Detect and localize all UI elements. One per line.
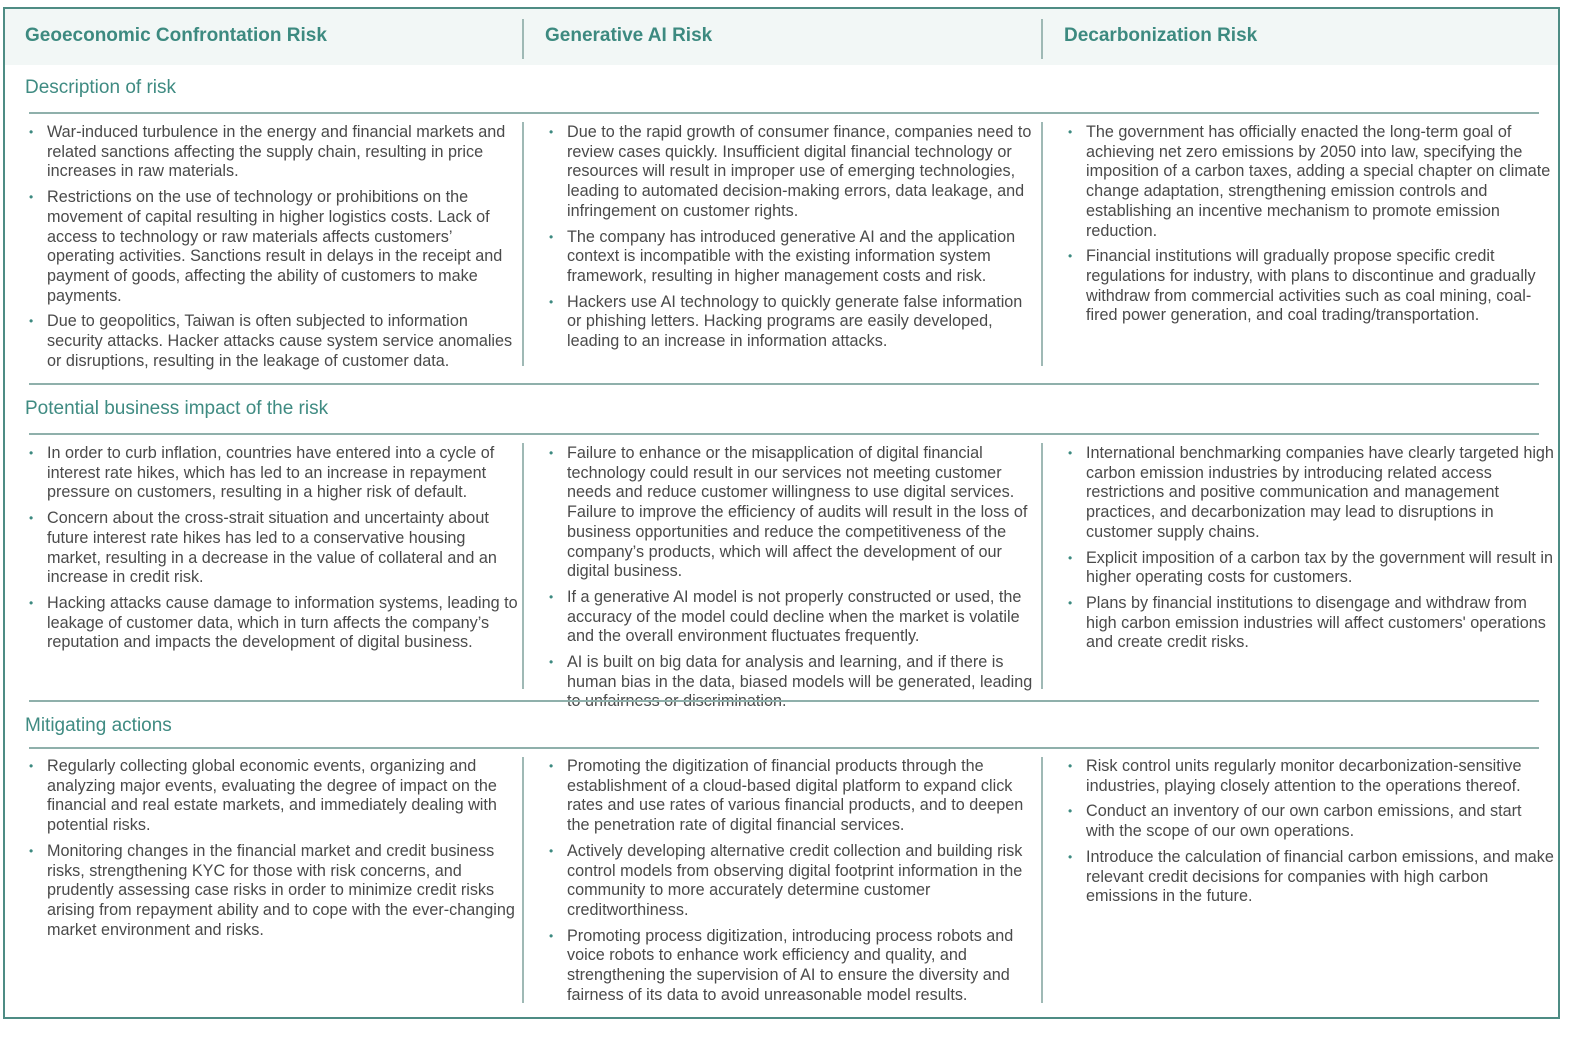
bullet-icon: •	[1068, 759, 1073, 773]
list-item	[1064, 123, 1554, 241]
list-item	[1064, 444, 1554, 543]
list-item-text: Promoting the digitization of financial products through the establishment of a cloud-based digital platform to expand click rates and use rates of various financial products, and to deepen the penetration rate of digital financial services.	[567, 757, 1024, 835]
list-item-text: Monitoring changes in the financial market and credit business risks, strengthening KYC for those with risk concerns, and prudently assessing case risks in order to minimize credit risks arising from repayment ability and to cope with the ever-changing market environment and risks.	[47, 841, 515, 939]
list-item	[1064, 802, 1554, 841]
list-item-text: Regularly collecting global economic events, organizing and analyzing major events, evaluating the degree of impact on the financial and real estate markets, and immediately dealing with potential risks.	[47, 757, 497, 835]
list-item-text: Conduct an inventory of our own carbon emissions, and start with the scope of our own operations.	[1086, 802, 1522, 841]
list-item	[25, 444, 520, 503]
list-item	[1064, 549, 1554, 588]
list-item	[25, 842, 520, 941]
list-item	[1064, 848, 1554, 907]
list-item	[545, 842, 1035, 921]
list-item	[25, 123, 520, 182]
list-item	[25, 312, 520, 371]
list-item	[545, 653, 1035, 712]
list-item	[545, 123, 1035, 222]
section-divider	[29, 433, 1539, 435]
column-divider	[522, 19, 524, 59]
bullet-icon: •	[29, 759, 34, 773]
list-item-text: Failure to enhance or the misapplication of digital financial technology could result in our services not meeting customer needs and reduce customer willingness to use digital services. Failure to improve the efficiency of audits will result in the loss of business opportunities and reduce the competitiveness of the company’s products, which will affect the development of our digital business.	[567, 444, 1028, 581]
list-item-text: If a generative AI model is not properly constructed or used, the accuracy of the model could decline when the market is volatile and the overall environment fluctuates frequently.	[567, 587, 1022, 646]
column-divider	[1041, 443, 1043, 689]
bullet-icon: •	[1068, 125, 1073, 139]
bullet-icon: •	[549, 446, 554, 460]
list-item-text: Restrictions on the use of technology or prohibitions on the movement of capital resulting in higher logistics costs. Lack of access to technology or raw materials affects customers’ operating activities. Sanctions result in delays in the receipt and payment of goods, affecting the ability of customers to make payments.	[47, 188, 503, 305]
list-item-text: Financial institutions will gradually propose specific credit regulations for industry, with plans to discontinue and gradually withdraw from commercial activities such as coal mining, coal-fired power generation, and coal trading/transportation.	[1086, 247, 1536, 325]
bullet-icon: •	[1068, 804, 1073, 819]
bullet-icon: •	[29, 511, 34, 526]
list-item-text: AI is built on big data for analysis and learning, and if there is human bias in the data, biased models will be generated, leading	[567, 653, 1033, 691]
risk-table	[3, 7, 1560, 1019]
list-item-text: Hackers use AI technology to quickly generate false information or phishing letters. Hacking programs are easily developed, leading to an increase in information attacks.	[567, 292, 1023, 351]
list-item-text: Actively developing alternative credit collection and building risk control models from observing digital footprint information in the community to more accurately determine customer creditworthiness.	[567, 841, 1023, 919]
column-divider	[522, 757, 524, 1003]
list-item	[25, 509, 520, 588]
list-item-text: Risk control units regularly monitor decarbonization-sensitive industries, playing closely attention to the operations thereof.	[1086, 757, 1522, 795]
bullet-icon: •	[549, 928, 554, 943]
column-header-generative-ai: Generative AI Risk	[545, 25, 713, 46]
cell-mitigation-geoeconomic	[25, 757, 520, 946]
bullet-icon: •	[549, 589, 554, 604]
cell-impact-generative-ai	[545, 444, 1035, 718]
list-item-text: Plans by financial institutions to disengage and withdraw from high carbon emission industries will affect customers' operations and create credit risks.	[1086, 593, 1546, 652]
bullet-icon: •	[29, 843, 34, 858]
section-title-mitigating-actions: Mitigating actions	[25, 715, 172, 736]
column-divider	[522, 443, 524, 689]
column-header-geoeconomic: Geoeconomic Confrontation Risk	[25, 25, 327, 46]
cell-description-decarbonization	[1064, 123, 1554, 332]
cell-mitigation-decarbonization	[1064, 757, 1554, 913]
list-item	[545, 228, 1035, 287]
section-divider	[29, 112, 1539, 114]
cell-mitigation-generative-ai	[545, 757, 1035, 1011]
column-divider	[522, 122, 524, 366]
list-item-text: In order to curb inflation, countries have entered into a cycle of interest rate hikes, which has led to an increase in repayment pressure on customers, resulting in a higher risk of default.	[47, 444, 495, 502]
list-item-text: Promoting process digitization, introducing process robots and voice robots to enhance work efficiency and quality, and strengthening the supervision of AI to ensure the diversity and fairness of its data to avoid unreasonable model results.	[567, 926, 1014, 1004]
list-item-text: Hacking attacks cause damage to information systems, leading to leakage of customer data, which in turn affects the company’s reputation and impacts the development of digital business.	[47, 593, 518, 652]
list-item	[545, 293, 1035, 352]
list-item-text: Explicit imposition of a carbon tax by the government will result in higher operating costs for customers.	[1086, 548, 1553, 587]
list-item-text: The government has officially enacted the long-term goal of achieving net zero emissions by 2050 into law, specifying the imposition of a carbon taxes, adding a special chapter on climate change adaptation, strengthening emission controls and establishing an incentive mechanism to promote emission reduction.	[1086, 123, 1551, 240]
list-item-text: International benchmarking companies have clearly targeted high carbon emission industries by introducing related access restrictions and positive communication and management practices, and decarbonization may lead to disruptions in customer supply chains.	[1086, 444, 1554, 541]
bullet-icon: •	[1068, 595, 1073, 610]
list-item	[25, 188, 520, 306]
bullet-icon: •	[29, 125, 34, 139]
list-item	[1064, 594, 1554, 653]
section-divider	[29, 747, 1539, 749]
column-divider	[1041, 757, 1043, 1003]
list-item-text: Due to the rapid growth of consumer finance, companies need to review cases quickly. Insufficient digital financial technology or resources will result in improper use of emerging technologies, leading to automated decision-making errors, data leakage, and infringement on customer rights.	[567, 123, 1032, 220]
column-divider	[1041, 19, 1043, 59]
list-item	[545, 444, 1035, 582]
section-title-description: Description of risk	[25, 77, 176, 98]
table-header	[5, 9, 1558, 65]
list-item-text: War-induced turbulence in the energy and financial markets and related sanctions affecting the supply chain, resulting in price increases in raw materials.	[47, 123, 506, 181]
bullet-icon: •	[29, 190, 34, 205]
bullet-icon: •	[29, 595, 34, 610]
list-item-text: Introduce the calculation of financial carbon emissions, and make relevant credit decisions for companies with high carbon emissions in the future.	[1086, 847, 1554, 906]
bullet-icon: •	[549, 843, 554, 858]
list-item-text: Concern about the cross-strait situation and uncertainty about future interest rate hikes has led to a conservative housing market, resulting in a decrease in the value of collateral and an increase in credit risk.	[47, 509, 497, 587]
column-header-decarbonization: Decarbonization Risk	[1064, 25, 1258, 46]
section-divider	[29, 383, 1539, 385]
list-item	[545, 757, 1035, 836]
bullet-icon: •	[549, 759, 554, 773]
bullet-icon: •	[549, 294, 554, 309]
bullet-icon: •	[549, 125, 554, 139]
list-item	[1064, 247, 1554, 326]
list-item	[25, 594, 520, 653]
bullet-icon: •	[1068, 550, 1073, 565]
bullet-icon: •	[549, 229, 554, 244]
cell-impact-geoeconomic	[25, 444, 520, 659]
cell-description-geoeconomic	[25, 123, 520, 377]
list-item	[25, 757, 520, 836]
list-item	[545, 927, 1035, 1006]
list-item	[1064, 757, 1554, 796]
bullet-icon: •	[1068, 446, 1073, 460]
section-title-business-impact: Potential business impact of the risk	[25, 398, 329, 419]
list-item-text: The company has introduced generative AI and the application context is incompatible with the existing information system framework, resulting in higher management costs and risk.	[567, 227, 1016, 285]
column-divider	[1041, 122, 1043, 366]
bullet-icon: •	[29, 314, 34, 329]
cell-impact-decarbonization	[1064, 444, 1554, 659]
bullet-icon: •	[549, 655, 554, 670]
bullet-icon: •	[1068, 249, 1073, 264]
bullet-icon: •	[1068, 849, 1073, 864]
list-item	[545, 588, 1035, 647]
bullet-icon: •	[29, 446, 34, 460]
cell-description-generative-ai	[545, 123, 1035, 358]
list-item-text: Due to geopolitics, Taiwan is often subjected to information security attacks. Hacker attacks cause system service anomalies or disruptions, resulting in the leakage of customer data.	[47, 312, 513, 370]
section-divider	[29, 700, 1539, 702]
